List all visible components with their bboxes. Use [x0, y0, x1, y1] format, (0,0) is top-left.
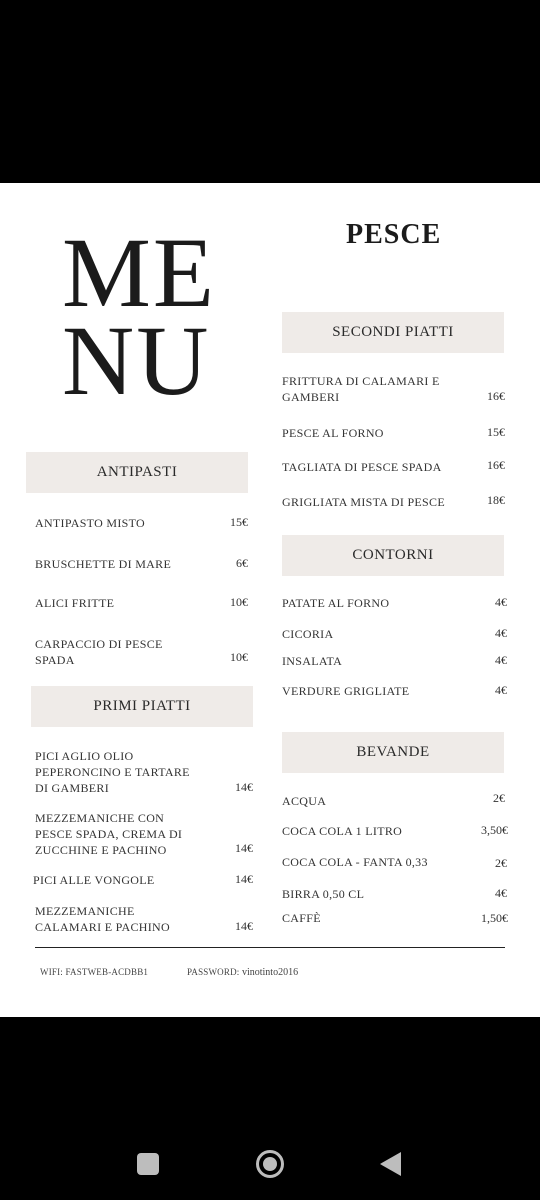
item-frittura: FRITTURA DI CALAMARI E GAMBERI: [282, 374, 440, 404]
price-pesce-forno: 15€: [487, 425, 505, 439]
wifi-label: WIFI:: [40, 967, 63, 977]
item-insalata: INSALATA: [282, 654, 343, 668]
menu-title: [62, 217, 216, 416]
wifi-info: [40, 967, 148, 977]
item-coca-cola-litro: COCA COLA 1 LITRO: [282, 824, 403, 838]
wifi-value: FASTWEB-ACDBB1: [65, 967, 149, 977]
price-antipasto-misto: 15€: [230, 515, 248, 529]
home-circle-icon[interactable]: [256, 1150, 284, 1178]
item-alici: ALICI FRITTE: [35, 596, 115, 610]
recents-square-icon[interactable]: [137, 1153, 159, 1175]
price-verdure: 4€: [495, 683, 507, 697]
menu-title-line2: NU: [62, 305, 211, 416]
price-caffe: 1,50€: [481, 911, 508, 925]
price-grigliata: 18€: [487, 493, 505, 507]
category-bevande: BEVANDE: [282, 732, 504, 773]
item-mezzemaniche-spada: MEZZEMANICHE CON PESCE SPADA, CREMA DI ZUCCHINE E PACHINO: [35, 811, 183, 857]
price-pici-vongole: 14€: [235, 872, 253, 886]
price-alici: 10€: [230, 595, 248, 609]
price-patate: 4€: [495, 595, 507, 609]
footer-divider: [35, 947, 505, 948]
password-info: [187, 967, 298, 978]
item-tagliata: TAGLIATA DI PESCE SPADA: [282, 460, 442, 474]
item-grigliata: GRIGLIATA MISTA DI PESCE: [282, 495, 445, 509]
category-secondi: SECONDI PIATTI: [282, 312, 504, 353]
item-pesce-forno: PESCE AL FORNO: [282, 426, 384, 440]
price-coca-cola-litro: 3,50€: [481, 823, 508, 837]
price-cicoria: 4€: [495, 626, 507, 640]
item-antipasto-misto: ANTIPASTO MISTO: [35, 516, 145, 530]
item-mezzemaniche-calamari: MEZZEMANICHE CALAMARI E PACHINO: [35, 904, 170, 934]
menu-page: [0, 183, 540, 1017]
item-caffe: CAFFÈ: [282, 911, 321, 925]
price-bruschette: 6€: [236, 556, 248, 570]
price-pici-aglio: 14€: [235, 780, 253, 794]
category-antipasti: ANTIPASTI: [26, 452, 248, 493]
password-value: vinotinto2016: [241, 967, 299, 978]
item-verdure: VERDURE GRIGLIATE: [282, 684, 410, 698]
price-insalata: 4€: [495, 653, 507, 667]
item-birra: BIRRA 0,50 CL: [282, 887, 365, 901]
back-triangle-icon[interactable]: [380, 1152, 401, 1176]
item-pici-aglio: PICI AGLIO OLIO PEPERONCINO E TARTARE DI GAMBERI: [35, 749, 190, 795]
price-carpaccio: 10€: [230, 650, 248, 664]
pesce-heading: PESCE: [346, 219, 442, 250]
item-cicoria: CICORIA: [282, 627, 334, 641]
price-frittura: 16€: [487, 389, 505, 403]
menu-title-line1: ME: [62, 217, 216, 328]
item-acqua: ACQUA: [282, 794, 327, 808]
category-contorni: CONTORNI: [282, 535, 504, 576]
price-mezzemaniche-spada: 14€: [235, 841, 253, 855]
item-carpaccio: CARPACCIO DI PESCE SPADA: [35, 637, 163, 667]
price-acqua: 2€: [493, 791, 505, 805]
price-birra: 4€: [495, 886, 507, 900]
item-bruschette: BRUSCHETTE DI MARE: [35, 557, 172, 571]
password-label: PASSWORD:: [187, 967, 240, 977]
item-patate: PATATE AL FORNO: [282, 596, 390, 610]
price-tagliata: 16€: [487, 458, 505, 472]
android-navigation-bar: [0, 1017, 540, 1200]
price-mezzemaniche-calamari: 14€: [235, 919, 253, 933]
category-primi: PRIMI PIATTI: [31, 686, 253, 727]
item-coca-fanta: COCA COLA - FANTA 0,33: [282, 855, 428, 869]
price-coca-fanta: 2€: [495, 856, 507, 870]
item-pici-vongole: PICI ALLE VONGOLE: [33, 873, 155, 887]
